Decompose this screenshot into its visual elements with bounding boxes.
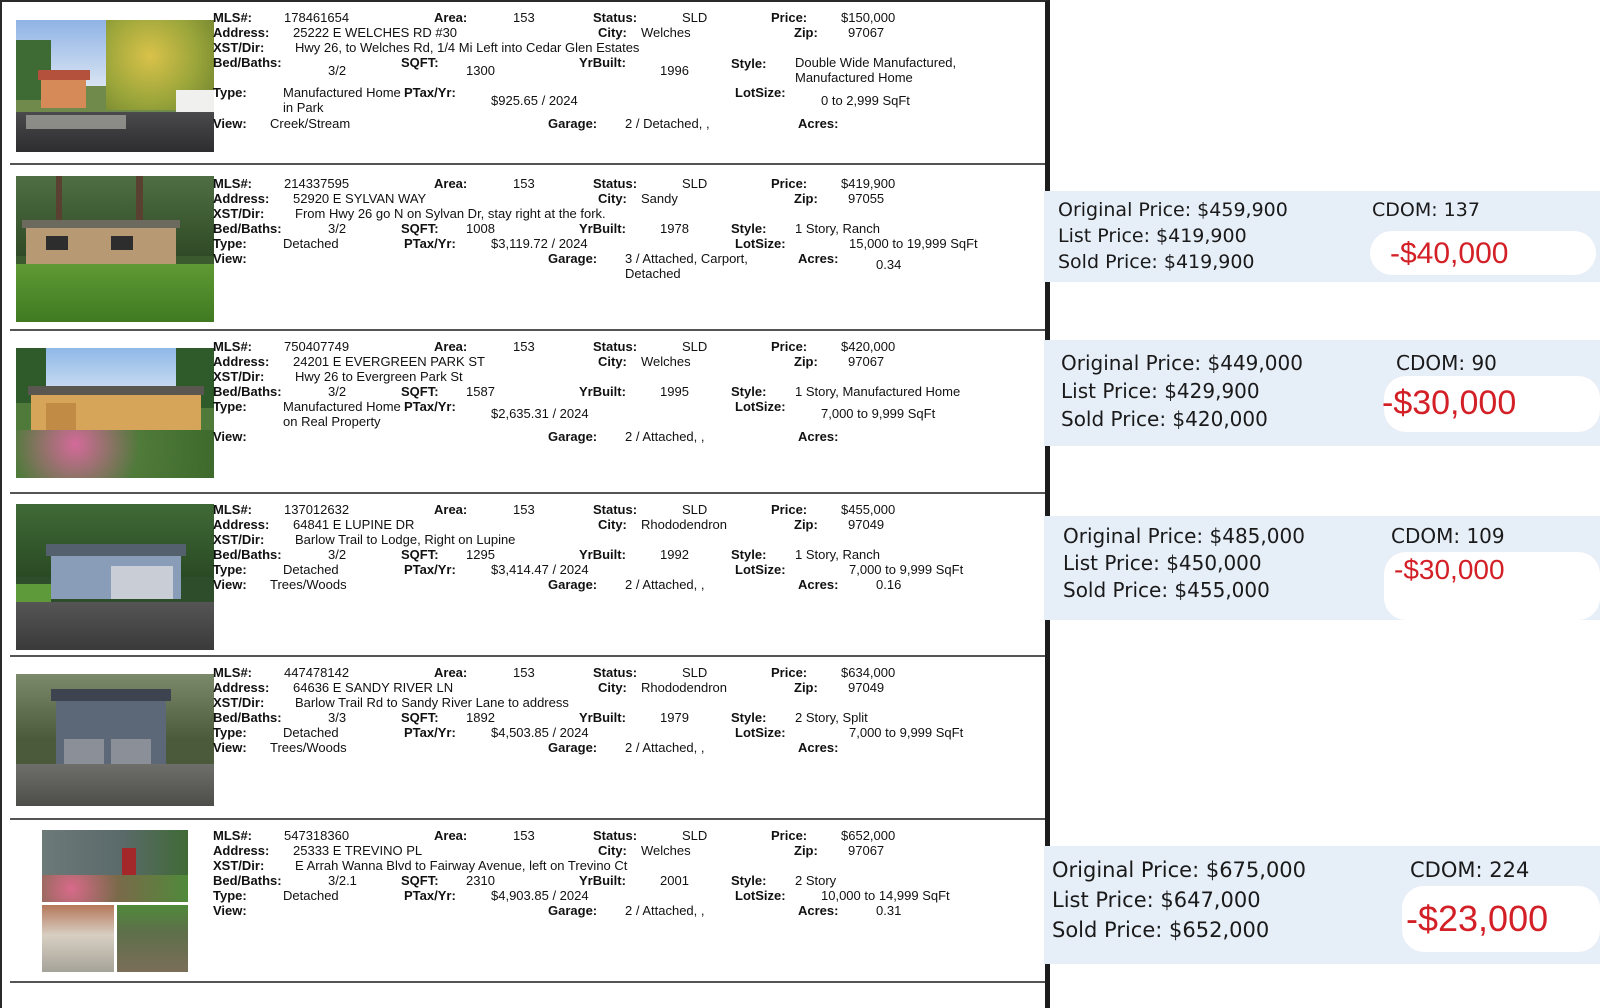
label-price: Price:	[771, 502, 808, 517]
bed-baths-value: 3/2.1	[328, 873, 357, 888]
label-yrbuilt: YrBuilt:	[579, 384, 626, 399]
label-area: Area:	[434, 10, 468, 25]
label-ptax: PTax/Yr:	[404, 725, 456, 740]
city-value: Welches	[641, 25, 691, 40]
label-xst: XST/Dir:	[213, 695, 265, 710]
mls-number: 547318360	[284, 828, 350, 843]
bed-baths-value: 3/2	[328, 384, 347, 399]
label-status: Status:	[593, 176, 638, 191]
original-price: Original Price: $449,000	[1061, 351, 1303, 375]
xst-value: Barlow Trail Rd to Sandy River Lane to address	[295, 695, 569, 710]
label-lotsize: LotSize:	[735, 236, 786, 251]
sqft-value: 1008	[466, 221, 495, 236]
label-xst: XST/Dir:	[213, 858, 265, 873]
yrbuilt-value: 1992	[660, 547, 689, 562]
garage-value: 2 / Detached, ,	[625, 116, 710, 131]
label-address: Address:	[213, 680, 270, 695]
label-view: View:	[213, 740, 247, 755]
label-acres: Acres:	[798, 740, 839, 755]
mls-number: 214337595	[284, 176, 350, 191]
label-yrbuilt: YrBuilt:	[579, 710, 626, 725]
zip-value: 97067	[848, 354, 885, 369]
label-sqft: SQFT:	[401, 221, 439, 236]
label-price: Price:	[771, 176, 808, 191]
zip-value: 97067	[848, 843, 885, 858]
label-yrbuilt: YrBuilt:	[579, 873, 626, 888]
label-mls: MLS#:	[213, 665, 252, 680]
label-yrbuilt: YrBuilt:	[579, 55, 626, 70]
bed-baths-value: 3/2	[328, 221, 347, 236]
label-view: View:	[213, 429, 247, 444]
area-value: 153	[513, 665, 535, 680]
label-bed-baths: Bed/Baths:	[213, 710, 282, 725]
price-history-panel	[1044, 846, 1600, 964]
ptax-value: $925.65 / 2024	[491, 93, 578, 108]
status-value: SLD	[682, 10, 708, 25]
type-value: Manufactured Home in Park	[283, 85, 401, 115]
label-xst: XST/Dir:	[213, 369, 265, 384]
label-bed-baths: Bed/Baths:	[213, 547, 282, 562]
price-value: $419,900	[841, 176, 896, 191]
label-address: Address:	[213, 191, 270, 206]
label-acres: Acres:	[798, 116, 839, 131]
label-garage: Garage:	[548, 251, 598, 266]
label-acres: Acres:	[798, 251, 839, 266]
status-value: SLD	[682, 339, 708, 354]
area-value: 153	[513, 502, 535, 517]
xst-value: From Hwy 26 go N on Sylvan Dr, stay right at the fork.	[295, 206, 606, 221]
address-value: 25222 E WELCHES RD #30	[293, 25, 458, 40]
label-bed-baths: Bed/Baths:	[213, 873, 282, 888]
original-price: Original Price: $459,900	[1058, 199, 1288, 221]
label-mls: MLS#:	[213, 176, 252, 191]
city-value: Welches	[641, 354, 691, 369]
mls-number: 447478142	[284, 665, 350, 680]
label-sqft: SQFT:	[401, 873, 439, 888]
label-lotsize: LotSize:	[735, 888, 786, 903]
lotsize-value: 7,000 to 9,999 SqFt	[821, 406, 936, 421]
ptax-value: $2,635.31 / 2024	[491, 406, 589, 421]
label-garage: Garage:	[548, 740, 598, 755]
area-value: 153	[513, 10, 535, 25]
house-photo-collage	[42, 830, 188, 972]
ptax-value: $3,119.72 / 2024	[491, 236, 588, 251]
listing-row	[10, 2, 1045, 165]
price-value: $455,000	[841, 502, 896, 517]
label-garage: Garage:	[548, 903, 598, 918]
garage-value: 2 / Attached, ,	[625, 577, 705, 592]
type-value: Manufactured Home on Real Property	[283, 399, 401, 429]
zip-value: 97049	[848, 680, 885, 695]
label-address: Address:	[213, 843, 270, 858]
label-city: City:	[598, 843, 627, 858]
area-value: 153	[513, 176, 535, 191]
garage-value: 2 / Attached, ,	[625, 740, 705, 755]
label-lotsize: LotSize:	[735, 85, 786, 100]
label-xst: XST/Dir:	[213, 206, 265, 221]
label-address: Address:	[213, 354, 270, 369]
price-difference: -$30,000	[1394, 554, 1505, 585]
label-status: Status:	[593, 665, 638, 680]
photo-river	[117, 905, 188, 972]
listing-row	[10, 657, 1045, 820]
label-type: Type:	[213, 888, 247, 903]
label-status: Status:	[593, 10, 638, 25]
mls-number: 750407749	[284, 339, 350, 354]
ptax-value: $4,903.85 / 2024	[491, 888, 589, 903]
label-view: View:	[213, 116, 247, 131]
city-value: Rhododendron	[641, 680, 728, 695]
house-photo-two-story-forest	[16, 674, 214, 806]
price-history-panel	[1044, 340, 1600, 446]
lotsize-value: 0 to 2,999 SqFt	[821, 93, 910, 108]
status-value: SLD	[682, 828, 708, 843]
label-bed-baths: Bed/Baths:	[213, 221, 282, 236]
label-price: Price:	[771, 339, 808, 354]
label-price: Price:	[771, 10, 808, 25]
cdom-value: CDOM: 90	[1396, 351, 1497, 375]
style-value: Double Wide Manufactured, Manufactured Home	[795, 55, 957, 85]
sqft-value: 1300	[466, 63, 495, 78]
city-value: Rhododendron	[641, 517, 728, 532]
type-value: Detached	[283, 725, 339, 740]
label-area: Area:	[434, 502, 468, 517]
label-city: City:	[598, 517, 627, 532]
address-value: 24201 E EVERGREEN PARK ST	[293, 354, 485, 369]
label-view: View:	[213, 903, 247, 918]
label-zip: Zip:	[794, 25, 818, 40]
acres-value: 0.16	[876, 577, 902, 592]
price-value: $150,000	[841, 10, 896, 25]
sqft-value: 1587	[466, 384, 495, 399]
label-view: View:	[213, 251, 247, 266]
zip-value: 97055	[848, 191, 885, 206]
label-address: Address:	[213, 25, 270, 40]
label-acres: Acres:	[798, 429, 839, 444]
list-price: List Price: $429,900	[1061, 379, 1260, 403]
price-difference: -$23,000	[1406, 898, 1549, 939]
sqft-value: 2310	[466, 873, 495, 888]
price-value: $634,000	[841, 665, 896, 680]
garage-value: 3 / Attached, Carport, Detached	[625, 251, 748, 281]
ptax-value: $4,503.85 / 2024	[491, 725, 589, 740]
mls-number: 137012632	[284, 502, 350, 517]
address-value: 52920 E SYLVAN WAY	[293, 191, 427, 206]
status-value: SLD	[682, 502, 708, 517]
label-type: Type:	[213, 725, 247, 740]
label-yrbuilt: YrBuilt:	[579, 547, 626, 562]
xst-value: Hwy 26, to Welches Rd, 1/4 Mi Left into Cedar Glen Estates	[295, 40, 640, 55]
label-acres: Acres:	[798, 577, 839, 592]
address-value: 64841 E LUPINE DR	[293, 517, 415, 532]
style-value: 2 Story	[795, 873, 837, 888]
style-value: 1 Story, Manufactured Home	[795, 384, 961, 399]
lotsize-value: 15,000 to 19,999 SqFt	[849, 236, 978, 251]
label-city: City:	[598, 680, 627, 695]
label-sqft: SQFT:	[401, 710, 439, 725]
price-history-panel	[1044, 516, 1600, 620]
label-lotsize: LotSize:	[735, 399, 786, 414]
price-value: $652,000	[841, 828, 896, 843]
label-status: Status:	[593, 502, 638, 517]
xst-value: E Arrah Wanna Blvd to Fairway Avenue, left on Trevino Ct	[295, 858, 628, 873]
acres-value: 0.31	[876, 903, 902, 918]
zip-value: 97049	[848, 517, 885, 532]
lotsize-value: 7,000 to 9,999 SqFt	[849, 725, 964, 740]
lotsize-value: 7,000 to 9,999 SqFt	[849, 562, 964, 577]
listing-row	[10, 820, 1045, 983]
label-type: Type:	[213, 236, 247, 251]
label-price: Price:	[771, 665, 808, 680]
label-area: Area:	[434, 339, 468, 354]
label-garage: Garage:	[548, 429, 598, 444]
type-value: Detached	[283, 888, 339, 903]
city-value: Sandy	[641, 191, 678, 206]
style-value: 2 Story, Split	[795, 710, 868, 725]
list-price: List Price: $450,000	[1063, 551, 1262, 575]
label-sqft: SQFT:	[401, 547, 439, 562]
label-ptax: PTax/Yr:	[404, 85, 456, 100]
label-city: City:	[598, 354, 627, 369]
view-value: Trees/Woods	[270, 740, 347, 755]
cdom-value: CDOM: 224	[1410, 858, 1530, 882]
zip-value: 97067	[848, 25, 885, 40]
label-status: Status:	[593, 339, 638, 354]
price-history-panel	[1044, 191, 1600, 282]
original-price: Original Price: $485,000	[1063, 524, 1305, 548]
label-mls: MLS#:	[213, 339, 252, 354]
sqft-value: 1295	[466, 547, 495, 562]
label-acres: Acres:	[798, 903, 839, 918]
label-ptax: PTax/Yr:	[404, 399, 456, 414]
label-ptax: PTax/Yr:	[404, 562, 456, 577]
original-price: Original Price: $675,000	[1052, 858, 1307, 882]
label-garage: Garage:	[548, 577, 598, 592]
view-value: Creek/Stream	[270, 116, 351, 131]
label-sqft: SQFT:	[401, 384, 439, 399]
bed-baths-value: 3/3	[328, 710, 347, 725]
cdom-value: CDOM: 137	[1372, 199, 1480, 221]
label-garage: Garage:	[548, 116, 598, 131]
photo-interior	[42, 905, 114, 972]
address-value: 64636 E SANDY RIVER LN	[293, 680, 454, 695]
style-value: 1 Story, Ranch	[795, 547, 881, 562]
house-photo-yellow-rhododendrons	[16, 348, 214, 478]
label-bed-baths: Bed/Baths:	[213, 384, 282, 399]
style-value: 1 Story, Ranch	[795, 221, 881, 236]
label-style: Style:	[731, 384, 767, 399]
label-price: Price:	[771, 828, 808, 843]
label-area: Area:	[434, 828, 468, 843]
yrbuilt-value: 1979	[660, 710, 689, 725]
label-area: Area:	[434, 665, 468, 680]
list-price: List Price: $419,900	[1058, 225, 1247, 247]
acres-value: 0.34	[876, 257, 902, 272]
sold-price: Sold Price: $420,000	[1061, 407, 1268, 431]
label-mls: MLS#:	[213, 828, 252, 843]
row-divider	[10, 981, 1045, 983]
label-xst: XST/Dir:	[213, 532, 265, 547]
ptax-value: $3,414.47 / 2024	[491, 562, 589, 577]
label-bed-baths: Bed/Baths:	[213, 55, 282, 70]
price-difference: -$30,000	[1382, 384, 1517, 422]
label-zip: Zip:	[794, 843, 818, 858]
label-xst: XST/Dir:	[213, 40, 265, 55]
price-difference: -$40,000	[1390, 237, 1509, 270]
house-photo-gray-garage	[16, 504, 214, 650]
mls-number: 178461654	[284, 10, 350, 25]
label-zip: Zip:	[794, 680, 818, 695]
type-value: Detached	[283, 562, 339, 577]
status-value: SLD	[682, 665, 708, 680]
xst-value: Hwy 26 to Evergreen Park St	[295, 369, 463, 384]
label-view: View:	[213, 577, 247, 592]
label-city: City:	[598, 191, 627, 206]
yrbuilt-value: 1978	[660, 221, 689, 236]
label-zip: Zip:	[794, 191, 818, 206]
label-ptax: PTax/Yr:	[404, 236, 456, 251]
view-value: Trees/Woods	[270, 577, 347, 592]
xst-value: Barlow Trail to Lodge, Right on Lupine	[295, 532, 516, 547]
row-divider	[10, 163, 1045, 165]
label-ptax: PTax/Yr:	[404, 888, 456, 903]
label-area: Area:	[434, 176, 468, 191]
list-price: List Price: $647,000	[1052, 888, 1261, 912]
bed-baths-value: 3/2	[328, 63, 347, 78]
label-style: Style:	[731, 547, 767, 562]
listing-row	[10, 494, 1045, 657]
label-type: Type:	[213, 85, 247, 100]
house-photo-autumn-trees	[16, 20, 214, 152]
label-yrbuilt: YrBuilt:	[579, 221, 626, 236]
city-value: Welches	[641, 843, 691, 858]
bed-baths-value: 3/2	[328, 547, 347, 562]
label-sqft: SQFT:	[401, 55, 439, 70]
label-lotsize: LotSize:	[735, 725, 786, 740]
cdom-value: CDOM: 109	[1391, 524, 1505, 548]
label-style: Style:	[731, 873, 767, 888]
house-photo-ranch-lawn	[16, 176, 214, 322]
listing-row	[10, 331, 1045, 494]
label-style: Style:	[731, 710, 767, 725]
listing-row	[10, 168, 1045, 331]
label-style: Style:	[731, 221, 767, 236]
sold-price: Sold Price: $419,900	[1058, 251, 1255, 273]
label-zip: Zip:	[794, 354, 818, 369]
label-type: Type:	[213, 562, 247, 577]
label-zip: Zip:	[794, 517, 818, 532]
garage-value: 2 / Attached, ,	[625, 429, 705, 444]
address-value: 25333 E TREVINO PL	[293, 843, 423, 858]
yrbuilt-value: 1995	[660, 384, 689, 399]
type-value: Detached	[283, 236, 339, 251]
area-value: 153	[513, 828, 535, 843]
label-status: Status:	[593, 828, 638, 843]
label-address: Address:	[213, 517, 270, 532]
label-type: Type:	[213, 399, 247, 414]
yrbuilt-value: 1996	[660, 63, 689, 78]
label-city: City:	[598, 25, 627, 40]
label-mls: MLS#:	[213, 10, 252, 25]
garage-value: 2 / Attached, ,	[625, 903, 705, 918]
label-mls: MLS#:	[213, 502, 252, 517]
yrbuilt-value: 2001	[660, 873, 689, 888]
status-value: SLD	[682, 176, 708, 191]
photo-exterior	[42, 830, 188, 902]
label-style: Style:	[731, 56, 767, 71]
sold-price: Sold Price: $455,000	[1063, 578, 1270, 602]
price-value: $420,000	[841, 339, 896, 354]
sold-price: Sold Price: $652,000	[1052, 918, 1270, 942]
label-lotsize: LotSize:	[735, 562, 786, 577]
area-value: 153	[513, 339, 535, 354]
lotsize-value: 10,000 to 14,999 SqFt	[821, 888, 950, 903]
sqft-value: 1892	[466, 710, 495, 725]
